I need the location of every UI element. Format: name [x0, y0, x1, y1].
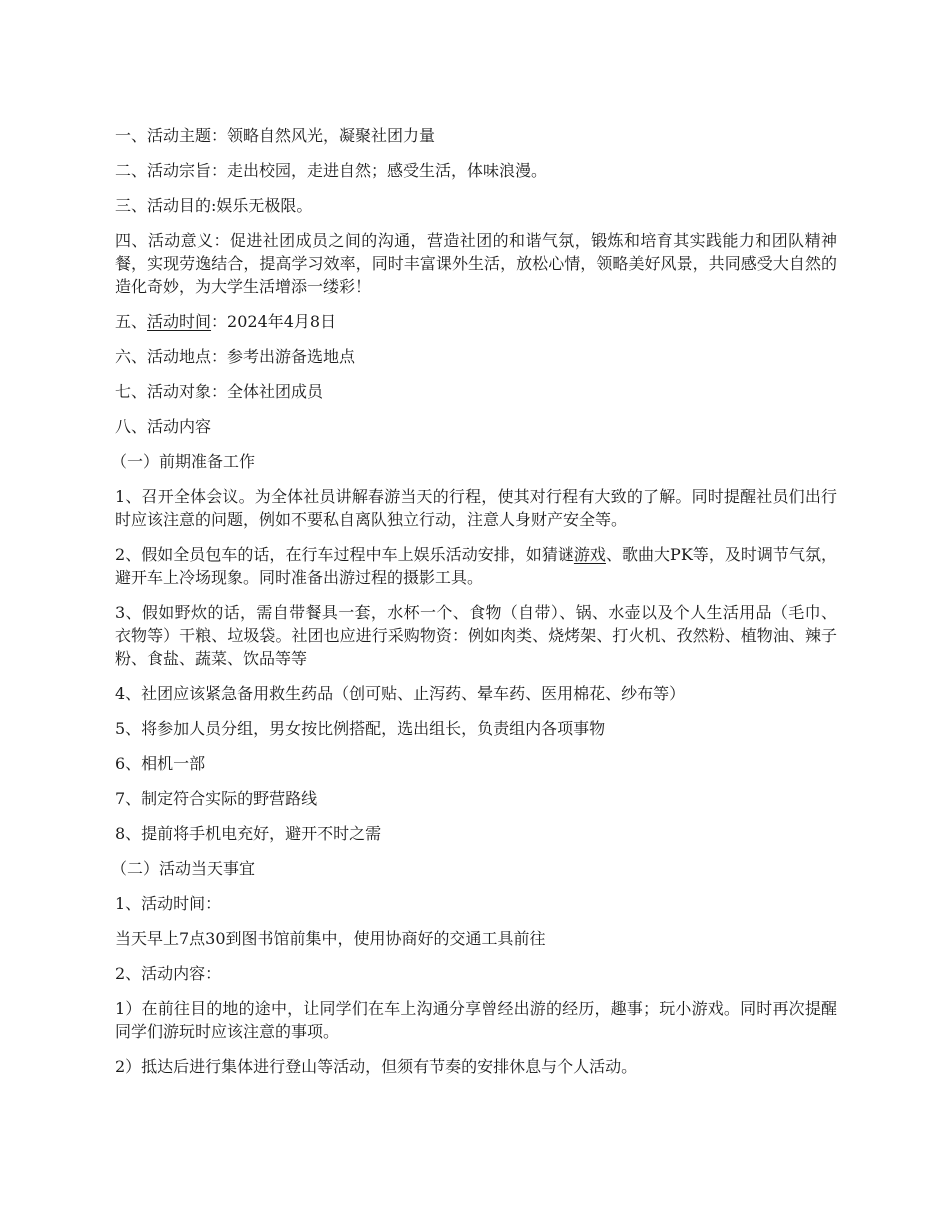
day-section-heading: （二）活动当天事宜: [111, 859, 256, 878]
significance-paragraph: 四、活动意义：促进社团成员之间的沟通，营造社团的和谐气氛，锻炼和培育其实践能力和团队精神餐，实现劳逸结合，提高学习效率，同时丰富课外生活，放松心情，领略美好风景，共同感受大自然的造化奇妙，为大学生活增添一缕彩！: [115, 231, 837, 296]
prep-item-7: 7、制定符合实际的野营路线: [115, 789, 318, 808]
day-item-2: 2、活动内容：: [115, 964, 222, 983]
theme-paragraph: 一、活动主题：领略自然风光，凝聚社团力量: [115, 126, 436, 145]
document-body: [111, 124, 837, 1090]
day-subitem-1: 1）在前往目的地的途中，让同学们在车上沟通分享曾经出游的经历，趣事；玩小游戏。同时再次提醒同学们游玩时应该注意的事项。: [115, 999, 837, 1041]
prep-item-6: 6、相机一部: [115, 754, 206, 773]
prep-item-1: 1、召开全体会议。为全体社员讲解春游当天的行程，使其对行程有大致的了解。同时提醒社员们出行时应该注意的问题，例如不要私自离队独立行动，注意人身财产安全等。: [115, 487, 837, 529]
day-item-1-detail: 当天早上7点30到图书馆前集中，使用协商好的交通工具前往: [115, 929, 546, 948]
time-paragraph: [115, 310, 837, 333]
audience-paragraph: 七、活动对象：全体社团成员: [115, 382, 324, 401]
time-prefix: 五、: [115, 312, 148, 331]
prep-section-heading: （一）前期准备工作: [111, 452, 256, 471]
prep-item-2-suffix: 、歌曲大PK等，及时调节气氛，避开车上冷场现象。同时准备出游过程的摄影工具。: [115, 545, 837, 587]
prep-item-2-prefix: 2、假如全员包车的话，在行车过程中车上娱乐活动安排，如猜谜: [115, 545, 574, 564]
game-link[interactable]: 游戏: [573, 545, 606, 564]
content-heading: 八、活动内容: [115, 417, 212, 436]
prep-item-5: 5、将参加人员分组，男女按比例搭配，选出组长，负责组内各项事物: [115, 719, 606, 738]
prep-item-8: 8、提前将手机电充好，避开不时之需: [115, 824, 382, 843]
purpose-paragraph: 二、活动宗旨：走出校园，走进自然；感受生活，体味浪漫。: [115, 161, 548, 180]
location-paragraph: 六、活动地点：参考出游备选地点: [115, 347, 356, 366]
goal-paragraph: 三、活动目的:娱乐无极限。: [115, 196, 313, 215]
day-subitem-2: 2）抵达后进行集体进行登山等活动，但须有节奏的安排休息与个人活动。: [115, 1057, 638, 1076]
prep-item-2: [115, 543, 837, 589]
day-item-1: 1、活动时间：: [115, 894, 222, 913]
prep-item-3: 3、假如野炊的话，需自带餐具一套，水杯一个、食物（自带）、锅、水壶以及个人生活用品（毛巾、衣物等）干粮、垃圾袋。社团也应进行采购物资：例如肉类、烧烤架、打火机、孜然粉、植物油、辣子粉、食盐、蔬菜、饮品等等: [115, 603, 837, 668]
time-link[interactable]: 活动时间: [147, 312, 212, 331]
prep-item-4: 4、社团应该紧急备用救生药品（创可贴、止泻药、晕车药、医用棉花、纱布等）: [115, 684, 686, 703]
time-value: ：2024年4月8日: [211, 312, 337, 331]
